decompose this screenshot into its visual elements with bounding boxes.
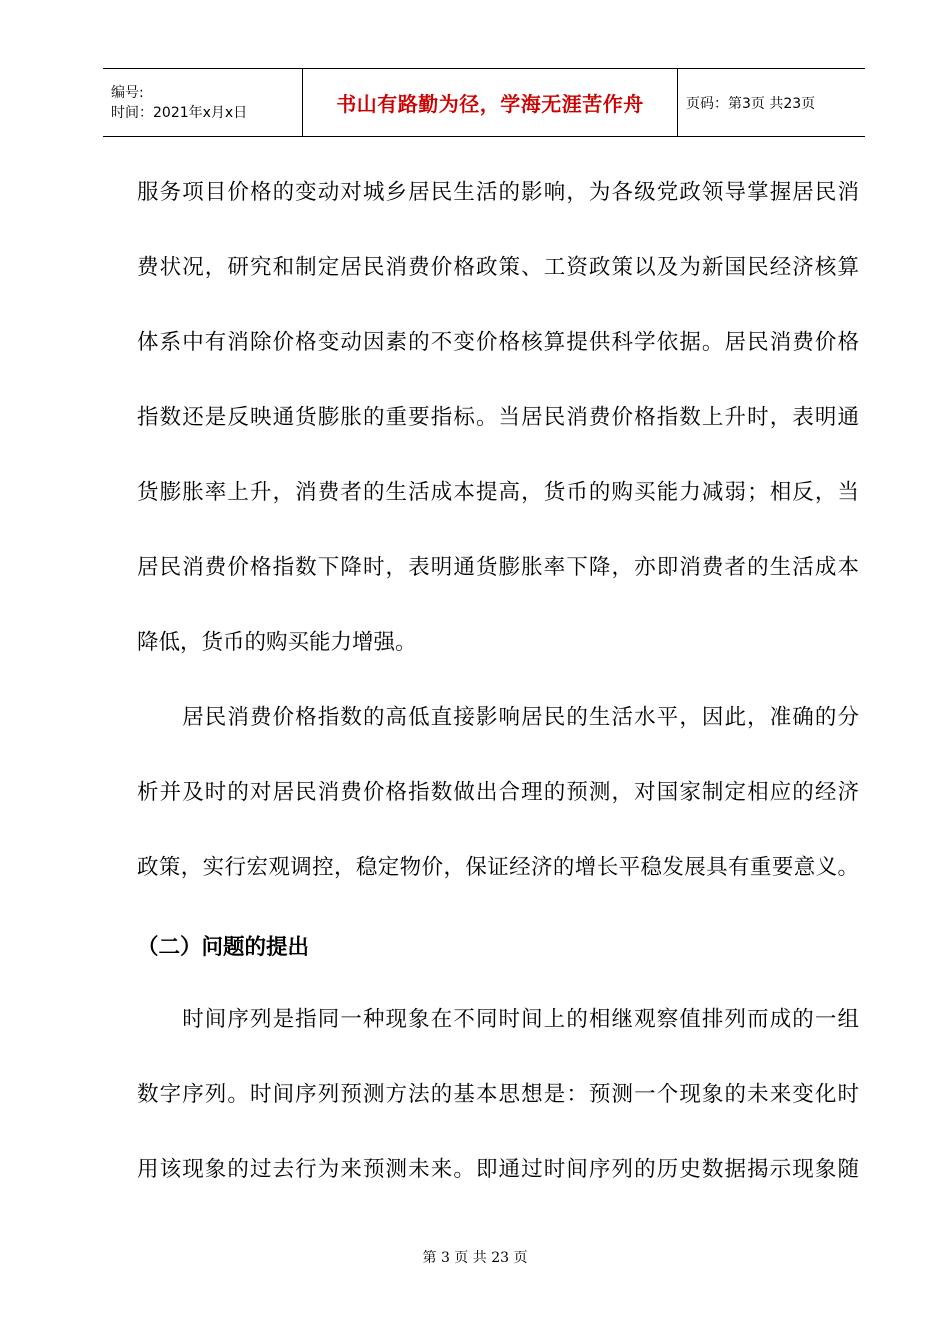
text-line: 析并及时的对居民消费价格指数做出合理的预测，对国家制定相应的经济 [137, 780, 859, 805]
time-label: 时间：2021年x月x日 [111, 104, 248, 121]
paragraph-cpi-significance [137, 155, 859, 680]
text-line: 用该现象的过去行为来预测未来。即通过时间序列的历史数据揭示现象随 [137, 1157, 859, 1182]
number-label: 编号: [111, 84, 144, 101]
text-line: 居民消费价格指数的高低直接影响居民的生活水平，因此，准确的分 [137, 705, 859, 730]
header-page-info: 页码：第3页 共23页 [686, 95, 816, 112]
text-line: 居民消费价格指数下降时，表明通货膨胀率下降，亦即消费者的生活成本 [137, 555, 859, 580]
page-footer: 第 3 页 共 23 页 [422, 1250, 528, 1266]
text-line: 费状况，研究和制定居民消费价格政策、工资政策以及为新国民经济核算 [137, 255, 859, 280]
text-line: 服务项目价格的变动对城乡居民生活的影响，为各级党政领导掌握居民消 [137, 180, 859, 205]
text-line: 降低，货币的购买能力增强。 [137, 630, 417, 655]
header-motto-cell [303, 69, 678, 136]
header-motto: 书山有路勤为径，学海无涯苦作舟 [336, 92, 644, 116]
header-meta [103, 69, 303, 136]
paragraph-cpi-forecast-importance [137, 680, 859, 905]
text-line: 政策，实行宏观调控，稳定物价，保证经济的增长平稳发展具有重要意义。 [137, 855, 859, 880]
text-line: 数字序列。时间序列预测方法的基本思想是：预测一个现象的未来变化时 [137, 1082, 859, 1107]
section-heading: （二）问题的提出 [137, 935, 310, 960]
page-header [103, 68, 865, 137]
text-line: 货膨胀率上升，消费者的生活成本提高，货币的购买能力减弱；相反，当 [137, 480, 859, 505]
text-line: 体系中有消除价格变动因素的不变价格核算提供科学依据。居民消费价格 [137, 330, 859, 355]
text-line: 时间序列是指同一种现象在不同时间上的相继观察值排列而成的一组 [137, 1007, 859, 1032]
paragraph-time-series [137, 982, 859, 1207]
text-line: 指数还是反映通货膨胀的重要指标。当居民消费价格指数上升时，表明通 [137, 405, 859, 430]
header-page-cell [678, 69, 865, 136]
